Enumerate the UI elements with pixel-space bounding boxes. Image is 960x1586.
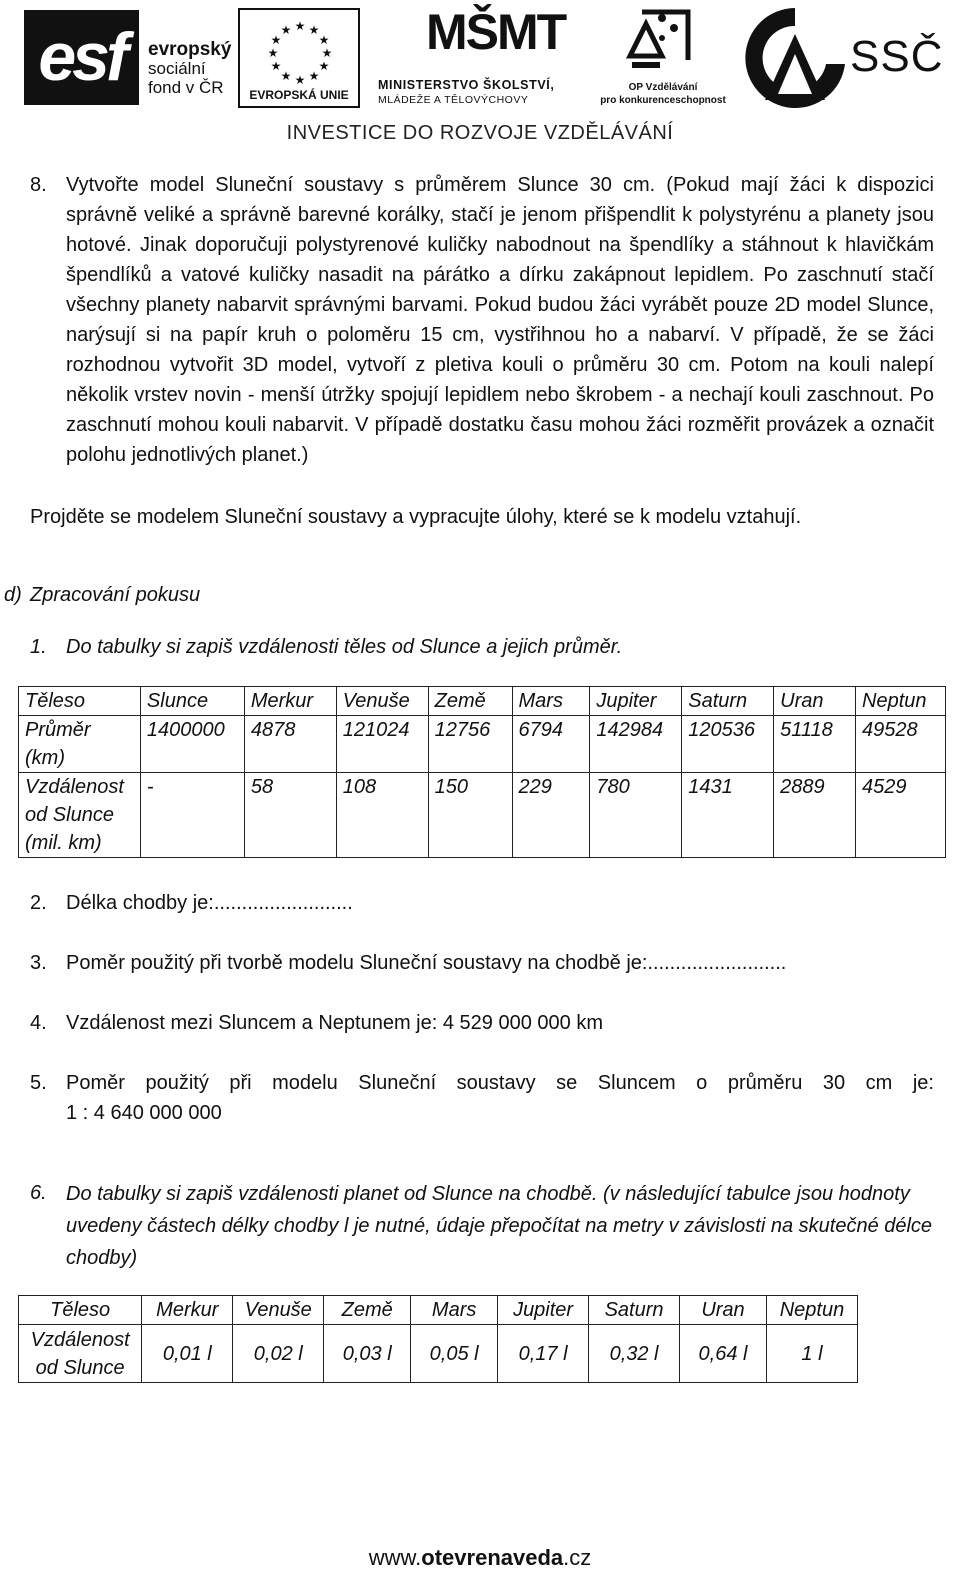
svg-text:★: ★ bbox=[270, 59, 282, 73]
table-cell: Merkur bbox=[142, 1296, 233, 1325]
table-row bbox=[19, 1325, 858, 1383]
table-cell: 0,32 l bbox=[589, 1325, 680, 1383]
table-cell: - bbox=[140, 773, 244, 858]
table-cell: Neptun bbox=[856, 687, 946, 716]
msmt-line2: MLÁDEŽE A TĚLOVÝCHOVY bbox=[378, 94, 529, 106]
q6-text: Do tabulky si zapiš vzdálenosti planet od Slunce na chodbě. (v následující tabulce jsou hodnoty uvedeny částech délky chodby l je nutné, údaje přepočítat na metry v závislosti na skutečné délce chodby) bbox=[66, 1183, 933, 1269]
table-cell: 0,05 l bbox=[411, 1325, 498, 1383]
tagline: INVESTICE DO ROZVOJE VZDĚLÁVÁNÍ bbox=[286, 122, 674, 144]
table-cell: 1 l bbox=[766, 1325, 857, 1383]
footer-url[interactable] bbox=[0, 1545, 960, 1571]
svg-text:★: ★ bbox=[308, 23, 320, 37]
table-cell: 12756 bbox=[428, 716, 512, 773]
table-cell: 780 bbox=[590, 773, 682, 858]
q6-number: 6. bbox=[30, 1182, 47, 1204]
table-cell: Mars bbox=[411, 1296, 498, 1325]
svg-text:★: ★ bbox=[294, 73, 306, 86]
table-cell: 0,64 l bbox=[680, 1325, 767, 1383]
ssc-mark-icon bbox=[740, 4, 850, 110]
item8-followup: Projděte se modelem Sluneční soustavy a vypracujte úlohy, které se k modelu vztahují. bbox=[30, 506, 802, 528]
esf-logo: esf bbox=[24, 10, 139, 105]
item8-number: 8. bbox=[30, 174, 47, 196]
table-cell: Jupiter bbox=[498, 1296, 589, 1325]
table-cell: 1400000 bbox=[140, 716, 244, 773]
table-header-row bbox=[19, 687, 946, 716]
table-cell: Vzdálenost od Slunce (mil. km) bbox=[19, 773, 141, 858]
ssc-logo bbox=[740, 4, 944, 110]
footer-prefix: www. bbox=[368, 1545, 422, 1570]
svg-text:★: ★ bbox=[270, 33, 282, 47]
svg-text:★: ★ bbox=[294, 19, 306, 33]
q1-number: 1. bbox=[30, 636, 47, 658]
table-cell: Těleso bbox=[19, 687, 141, 716]
esf-logo-text bbox=[148, 40, 231, 97]
q2-number: 2. bbox=[30, 892, 47, 914]
msmt-mark: MŠMT bbox=[426, 4, 566, 60]
table-header-row bbox=[19, 1296, 858, 1325]
table-cell: Jupiter bbox=[590, 687, 682, 716]
op-line2: pro konkurenceschopnost bbox=[600, 95, 726, 106]
table-cell: Venuše bbox=[336, 687, 428, 716]
table-cell: 4878 bbox=[244, 716, 336, 773]
table-cell: 2889 bbox=[774, 773, 856, 858]
esf-line2: sociální bbox=[148, 59, 206, 78]
table-cell: Saturn bbox=[589, 1296, 680, 1325]
op-vzdelavani-logo bbox=[596, 6, 730, 110]
section-d-title: Zpracování pokusu bbox=[30, 584, 201, 606]
q5-line1: Poměr použitý při modelu Sluneční soustavy se Sluncem o průměru 30 cm je: bbox=[66, 1072, 934, 1094]
q3-number: 3. bbox=[30, 952, 47, 974]
table-cell: 58 bbox=[244, 773, 336, 858]
table-cell: 229 bbox=[512, 773, 590, 858]
table-cell: 0,17 l bbox=[498, 1325, 589, 1383]
q2-text: Délka chodby je:......................... bbox=[66, 892, 353, 914]
logo-header bbox=[0, 0, 960, 150]
op-mark-icon bbox=[622, 6, 702, 78]
footer-suffix: .cz bbox=[563, 1545, 592, 1570]
q1-text: Do tabulky si zapiš vzdálenosti těles od Slunce a jejich průměr. bbox=[66, 636, 623, 658]
svg-text:★: ★ bbox=[318, 59, 330, 73]
section-d-label: d) bbox=[4, 584, 22, 606]
table-cell: Venuše bbox=[233, 1296, 324, 1325]
table-cell: Vzdálenost od Slunce bbox=[19, 1325, 142, 1383]
q5-line2: 1 : 4 640 000 000 bbox=[66, 1102, 222, 1124]
table-cell: Mars bbox=[512, 687, 590, 716]
table-row bbox=[19, 773, 946, 858]
table-row bbox=[19, 716, 946, 773]
msmt-line1: MINISTERSTVO ŠKOLSTVÍ, bbox=[378, 78, 555, 92]
svg-text:★: ★ bbox=[267, 46, 279, 60]
q4-number: 4. bbox=[30, 1012, 47, 1034]
table-cell: 1431 bbox=[682, 773, 774, 858]
table-cell: 0,03 l bbox=[324, 1325, 411, 1383]
table-cell: Těleso bbox=[19, 1296, 142, 1325]
eu-label: EVROPSKÁ UNIE bbox=[249, 88, 349, 102]
msmt-logo bbox=[378, 6, 578, 110]
table-cell: Uran bbox=[774, 687, 856, 716]
svg-text:★: ★ bbox=[280, 23, 292, 37]
footer-site: otevrenaveda bbox=[421, 1545, 564, 1570]
eu-stars-icon bbox=[262, 18, 338, 86]
table-cell: 108 bbox=[336, 773, 428, 858]
svg-text:★: ★ bbox=[280, 69, 292, 83]
corridor-table bbox=[18, 1295, 858, 1383]
table-cell: Slunce bbox=[140, 687, 244, 716]
table-cell: Průměr (km) bbox=[19, 716, 141, 773]
table-cell: Země bbox=[428, 687, 512, 716]
eu-flag-logo bbox=[238, 8, 360, 108]
table-cell: Země bbox=[324, 1296, 411, 1325]
svg-text:★: ★ bbox=[308, 69, 320, 83]
table-cell: 6794 bbox=[512, 716, 590, 773]
planets-table bbox=[18, 686, 946, 858]
op-line1: OP Vzdělávání bbox=[628, 82, 698, 93]
table-cell: 120536 bbox=[682, 716, 774, 773]
table-cell: 49528 bbox=[856, 716, 946, 773]
table-cell: Neptun bbox=[766, 1296, 857, 1325]
svg-text:★: ★ bbox=[321, 46, 333, 60]
q3-text: Poměr použitý při tvorbě modelu Sluneční soustavy na chodbě je:......................... bbox=[66, 952, 787, 974]
table-cell: 0,01 l bbox=[142, 1325, 233, 1383]
table-cell: 142984 bbox=[590, 716, 682, 773]
ssc-label: SSČ bbox=[850, 32, 944, 81]
table-cell: 150 bbox=[428, 773, 512, 858]
table-cell: 121024 bbox=[336, 716, 428, 773]
item8-text: Vytvořte model Sluneční soustavy s průměrem Slunce 30 cm. (Pokud mají žáci k dispozici správně veliké a správně barevné korálky, stačí je jenom přišpendlit k polystyrénu a planety jsou hotové. Jinak doporučuji polystyrenové kuličky nabodnout na špendlíky a stáhnout k hlavičkám špendlíků a vatové kuličky nasadit na párátko a dírku zakápnout lepidlem. Po zaschnutí stačí všechny planety nabarvit správnými barvami. Pokud budou žáci vyrábět pouze 2D model Slunce, narýsují si na papír kruh o poloměru 15 cm, vystřihnou ho a nabarví. V případě, že se žáci rozhodnou vytvořit 3D model, vytvoří z pletiva kouli o průměru 30 cm. Potom na kouli nalepí několik vrstev novin - menší útržky spojují lepidlem nebo škrobem - a nechají kouli zaschnout. Po zaschnutí mohou kouli nabarvit. V případě dostatku času mohou žáci rozměřit provázek a označit polohu jednotlivých planet.) bbox=[66, 174, 934, 466]
svg-text:★: ★ bbox=[318, 33, 330, 47]
table-cell: Merkur bbox=[244, 687, 336, 716]
esf-line3: fond v ČR bbox=[148, 78, 224, 97]
table-cell: 4529 bbox=[856, 773, 946, 858]
q5-number: 5. bbox=[30, 1072, 47, 1094]
table-cell: 51118 bbox=[774, 716, 856, 773]
table-cell: Uran bbox=[680, 1296, 767, 1325]
q4-text: Vzdálenost mezi Sluncem a Neptunem je: 4 529 000 000 km bbox=[66, 1012, 603, 1034]
table-cell: 0,02 l bbox=[233, 1325, 324, 1383]
table-cell: Saturn bbox=[682, 687, 774, 716]
esf-line1: evropský bbox=[148, 39, 232, 60]
